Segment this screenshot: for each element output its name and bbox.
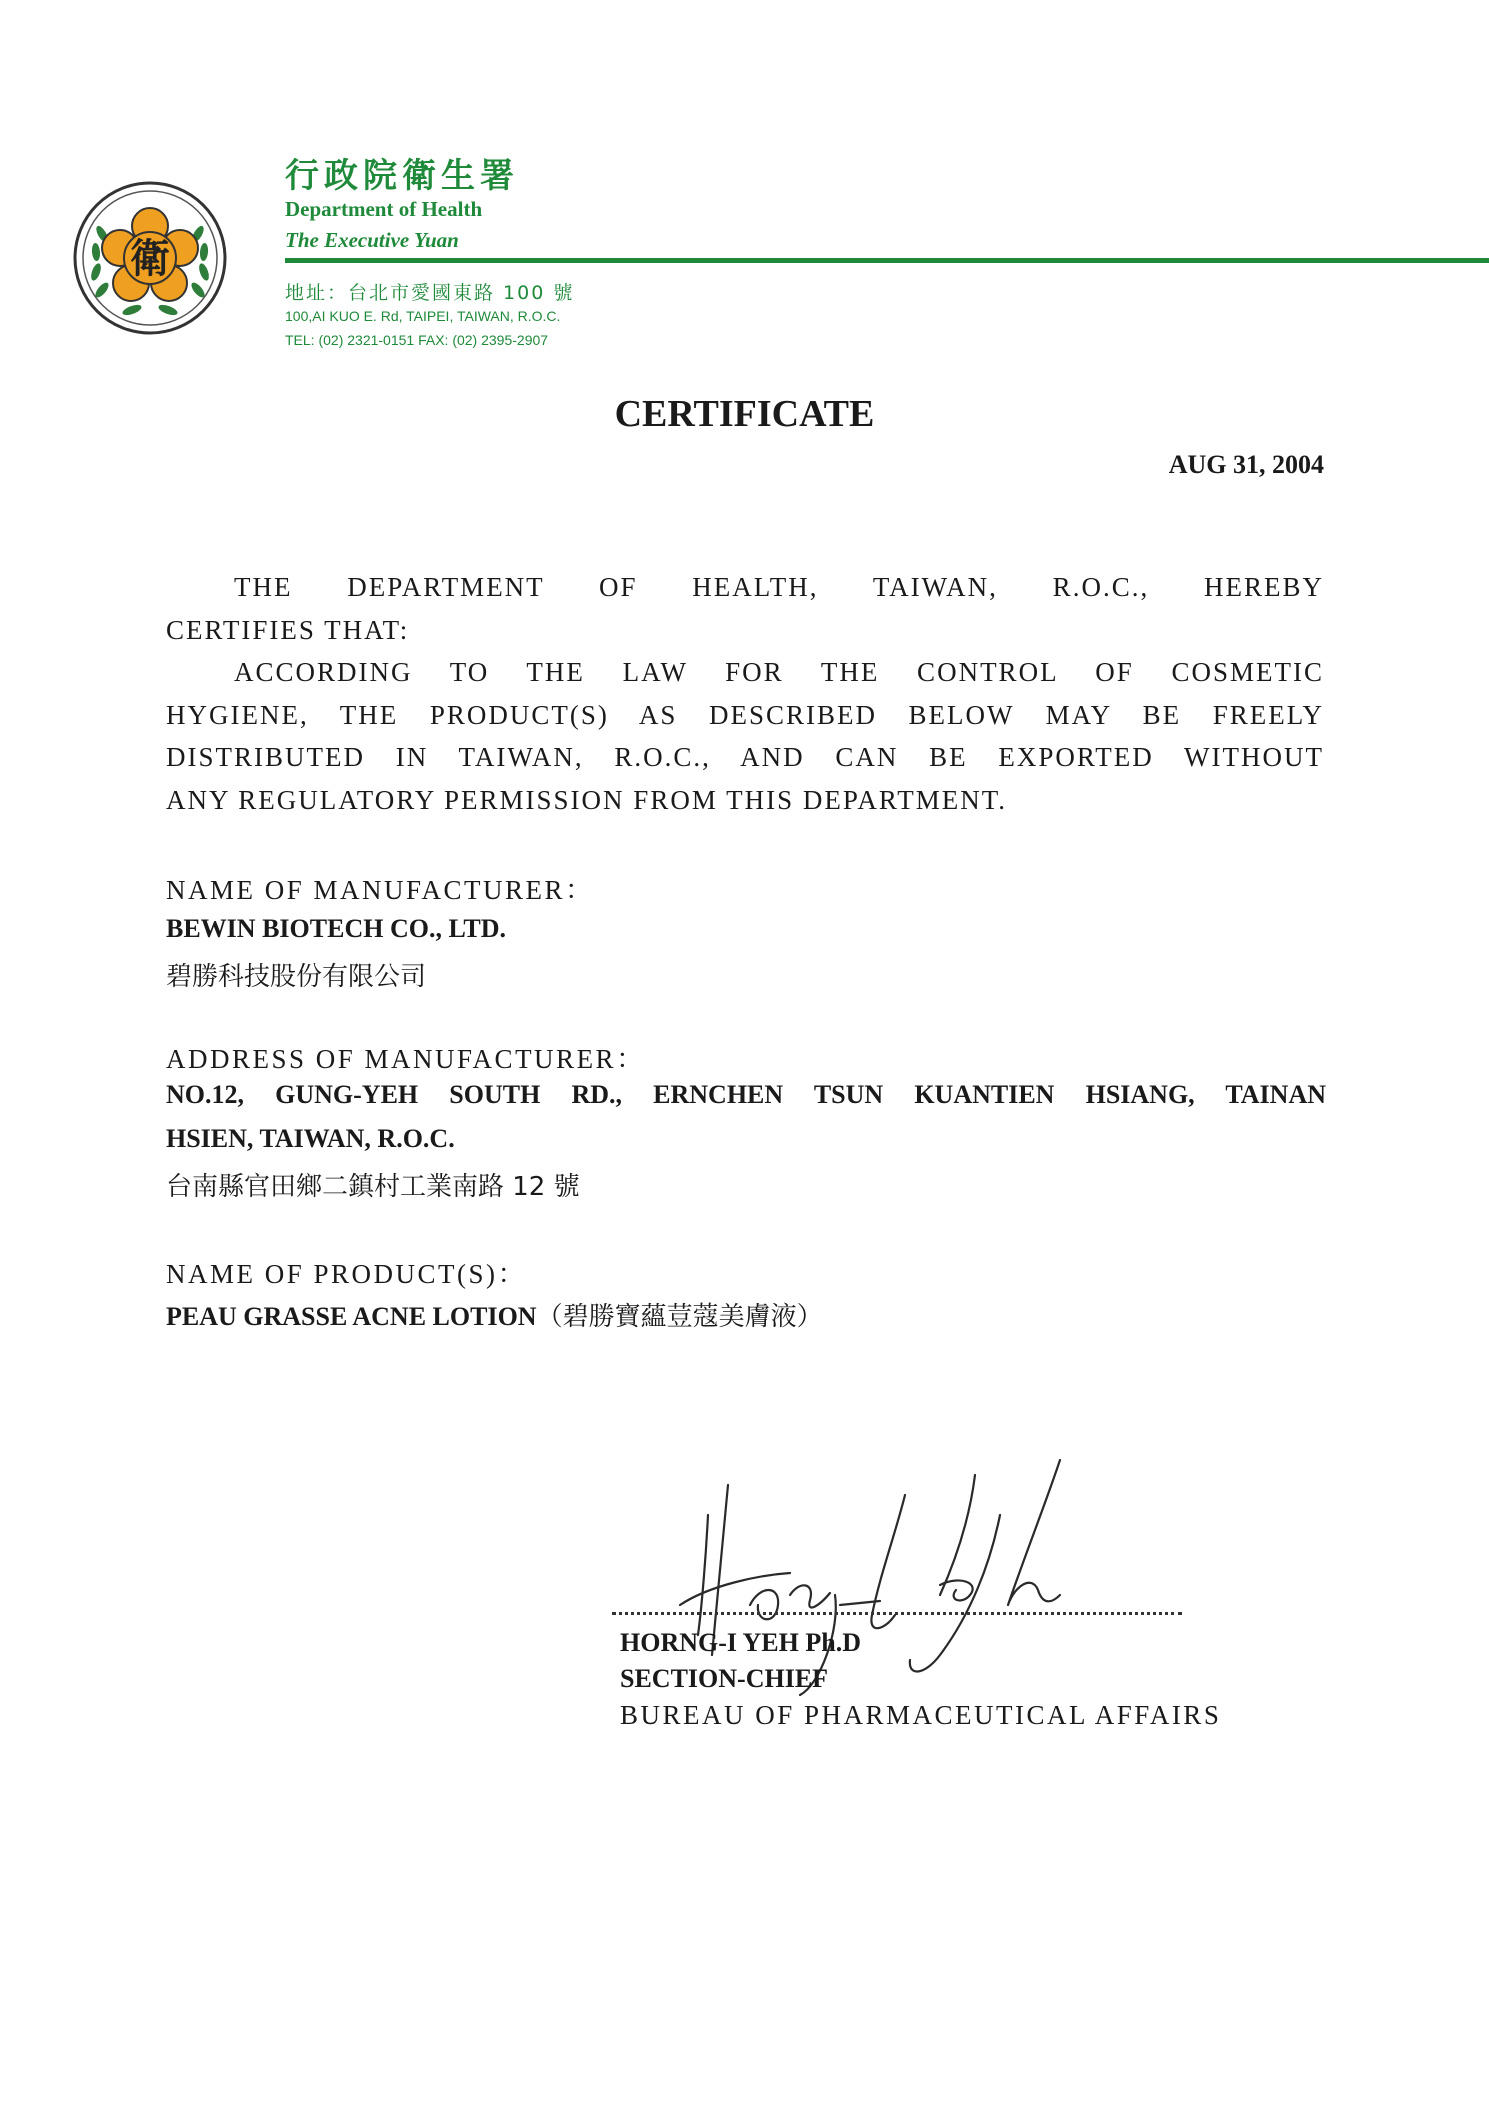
signatory-name: HORNG-I YEH Ph.D xyxy=(620,1628,861,1657)
signature-line xyxy=(612,1612,1182,1615)
document-title: CERTIFICATE xyxy=(614,393,875,435)
product-name-en: PEAU GRASSE ACNE LOTION xyxy=(166,1302,537,1331)
letterhead-address-zh: 地址：台北市愛國東路 100 號 xyxy=(285,282,575,304)
letterhead-rule xyxy=(285,258,1489,263)
org-name-en: Department of Health xyxy=(285,197,483,221)
address-zh: 台南縣官田鄉二鎮村工業南路 12 號 xyxy=(166,1172,580,1202)
org-subtitle: The Executive Yuan xyxy=(285,228,459,252)
signatory-bureau: BUREAU OF PHARMACEUTICAL AFFAIRS xyxy=(620,1700,1222,1730)
product-name xyxy=(166,1296,823,1333)
body-line: ANY REGULATORY PERMISSION FROM THIS DEPARTMENT. xyxy=(166,785,1007,815)
org-name-zh: 行政院衛生署 xyxy=(285,156,519,196)
seal-character: 衛 xyxy=(130,236,170,282)
manufacturer-label: NAME OF MANUFACTURER： xyxy=(166,875,595,905)
body-line: THE DEPARTMENT OF HEALTH, TAIWAN, R.O.C., HEREBY xyxy=(234,572,1324,602)
address-label: ADDRESS OF MANUFACTURER： xyxy=(166,1044,646,1074)
signatory-title: SECTION-CHIEF xyxy=(620,1664,829,1693)
product-label: NAME OF PRODUCT(S)： xyxy=(166,1259,528,1289)
manufacturer-name-en: BEWIN BIOTECH CO., LTD. xyxy=(166,914,507,943)
body-line: DISTRIBUTED IN TAIWAN, R.O.C., AND CAN BE EXPORTED WITHOUT xyxy=(166,742,1324,772)
product-name-zh: （碧勝寶蘊荳蔻美膚液） xyxy=(536,1302,823,1332)
address-line-1: NO.12, GUNG-YEH SOUTH RD., ERNCHEN TSUN KUANTIEN HSIANG, TAINAN xyxy=(166,1080,1326,1109)
letterhead-address-en: 100,AI KUO E. Rd, TAIPEI, TAIWAN, R.O.C. xyxy=(285,308,561,324)
manufacturer-name-zh: 碧勝科技股份有限公司 xyxy=(166,962,427,992)
body-line: ACCORDING TO THE LAW FOR THE CONTROL OF COSMETIC xyxy=(234,657,1324,687)
letterhead-tel-fax: TEL: (02) 2321-0151 FAX: (02) 2395-2907 xyxy=(285,332,549,348)
body-line: CERTIFIES THAT: xyxy=(166,615,410,645)
address-line-2: HSIEN, TAIWAN, R.O.C. xyxy=(166,1124,455,1153)
document-date: AUG 31, 2004 xyxy=(1168,450,1324,479)
department-seal-icon xyxy=(72,180,228,336)
body-line: HYGIENE, THE PRODUCT(S) AS DESCRIBED BELOW MAY BE FREELY xyxy=(166,700,1324,730)
